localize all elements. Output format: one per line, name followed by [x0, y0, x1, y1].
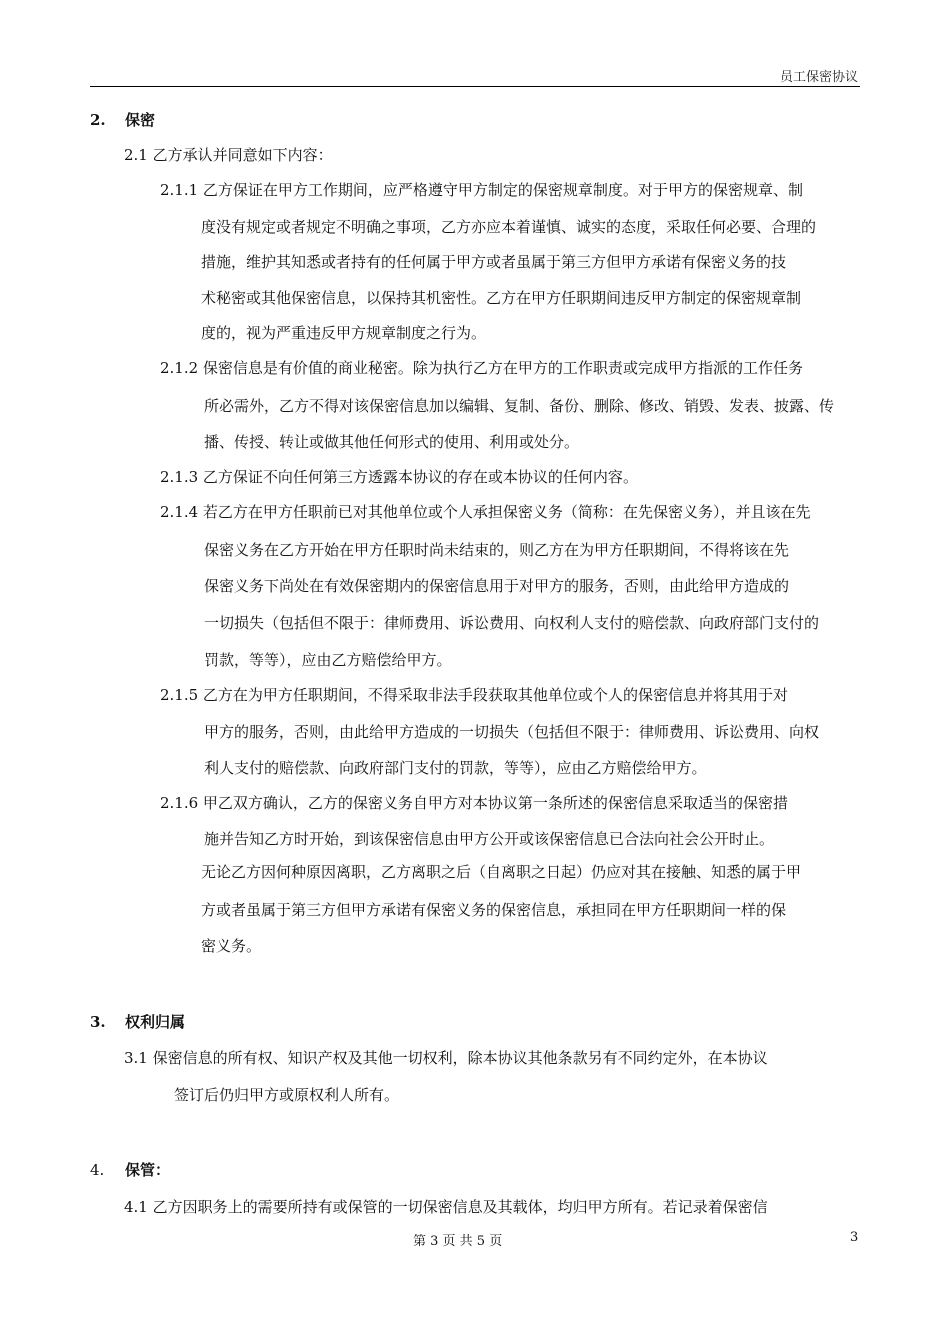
section-4-number: 4.	[90, 1161, 105, 1179]
section-3-title: 权利归属	[125, 1013, 186, 1031]
clause-2-1-1-line: 度的，视为严重违反甲方规章制度之行为。	[201, 324, 487, 342]
clause-2-1-2-line: 所必需外，乙方不得对该保密信息加以编辑、复制、备份、删除、修改、销毁、发表、披露、传	[204, 397, 835, 415]
footer-page-number: 3	[850, 1230, 859, 1245]
clause-2-1-6-line: 2.1.6 甲乙双方确认，乙方的保密义务自甲方对本协议第一条所述的保密信息采取适当的保密措	[160, 794, 788, 812]
clause-2-1-6-line: 密义务。	[201, 937, 262, 955]
header-divider	[90, 86, 860, 87]
clause-2-1-5-line: 利人支付的赔偿款、向政府部门支付的罚款，等等），应由乙方赔偿给甲方。	[204, 759, 707, 777]
section-4-title: 保管：	[125, 1161, 171, 1179]
clause-2-1-4-line: 保密义务在乙方开始在甲方任职时尚未结束的，则乙方在为甲方任职期间，不得将该在先	[204, 541, 790, 559]
clause-2-1-2-line: 2.1.2 保密信息是有价值的商业秘密。除为执行乙方在甲方的工作职责或完成甲方指派的工作任务	[160, 359, 803, 377]
clause-2-1: 2.1 乙方承认并同意如下内容：	[124, 146, 333, 164]
clause-2-1-5-line: 甲方的服务，否则，由此给甲方造成的一切损失（包括但不限于：律师费用、诉讼费用、向权	[204, 723, 820, 741]
section-3-number: 3.	[90, 1013, 106, 1031]
clause-2-1-4-line: 2.1.4 若乙方在甲方任职前已对其他单位或个人承担保密义务（简称：在先保密义务），并且该在先	[160, 503, 811, 521]
clause-4-1-line: 4.1 乙方因职务上的需要所持有或保管的一切保密信息及其载体，均归甲方所有。若记录着保密信	[124, 1198, 768, 1216]
section-2-title: 保密	[125, 111, 156, 129]
clause-3-1-line: 签订后仍归甲方或原权利人所有。	[174, 1086, 400, 1104]
clause-2-1-1-line: 度没有规定或者规定不明确之事项，乙方亦应本着谨慎、诚实的态度，采取任何必要、合理的	[201, 218, 817, 236]
clause-2-1-4-line: 保密义务下尚处在有效保密期内的保密信息用于对甲方的服务，否则，由此给甲方造成的	[204, 577, 790, 595]
clause-3-1-line: 3.1 保密信息的所有权、知识产权及其他一切权利，除本协议其他条款另有不同约定外，在本协议	[124, 1049, 768, 1067]
clause-2-1-1-line: 2.1.1 乙方保证在甲方工作期间，应严格遵守甲方制定的保密规章制度。对于甲方的保密规章、制	[160, 181, 803, 199]
clause-2-1-3-line: 2.1.3 乙方保证不向任何第三方透露本协议的存在或本协议的任何内容。	[160, 468, 638, 486]
clause-2-1-2-line: 播、传授、转让或做其他任何形式的使用、利用或处分。	[204, 433, 580, 451]
clause-2-1-4-line: 罚款，等等），应由乙方赔偿给甲方。	[204, 651, 452, 669]
clause-2-1-1-line: 术秘密或其他保密信息，以保持其机密性。乙方在甲方任职期间违反甲方制定的保密规章制	[201, 289, 802, 307]
clause-2-1-6-line: 施并告知乙方时开始，到该保密信息由甲方公开或该保密信息已合法向社会公开时止。	[204, 830, 775, 848]
footer-page-indicator: 第 3 页 共 5 页	[413, 1234, 503, 1249]
clause-2-1-6-line: 方或者虽属于第三方但甲方承诺有保密义务的保密信息，承担同在甲方任职期间一样的保	[201, 901, 787, 919]
header-title: 员工保密协议	[779, 70, 858, 85]
clause-2-1-4-line: 一切损失（包括但不限于：律师费用、诉讼费用、向权利人支付的赔偿款、向政府部门支付的	[204, 614, 820, 632]
clause-2-1-6-line: 无论乙方因何种原因离职，乙方离职之后（自离职之日起）仍应对其在接触、知悉的属于甲	[201, 863, 802, 881]
section-2-number: 2.	[90, 111, 106, 129]
clause-2-1-5-line: 2.1.5 乙方在为甲方任职期间，不得采取非法手段获取其他单位或个人的保密信息并将其用于对	[160, 686, 788, 704]
clause-2-1-1-line: 措施，维护其知悉或者持有的任何属于甲方或者虽属于第三方但甲方承诺有保密义务的技	[201, 253, 787, 271]
